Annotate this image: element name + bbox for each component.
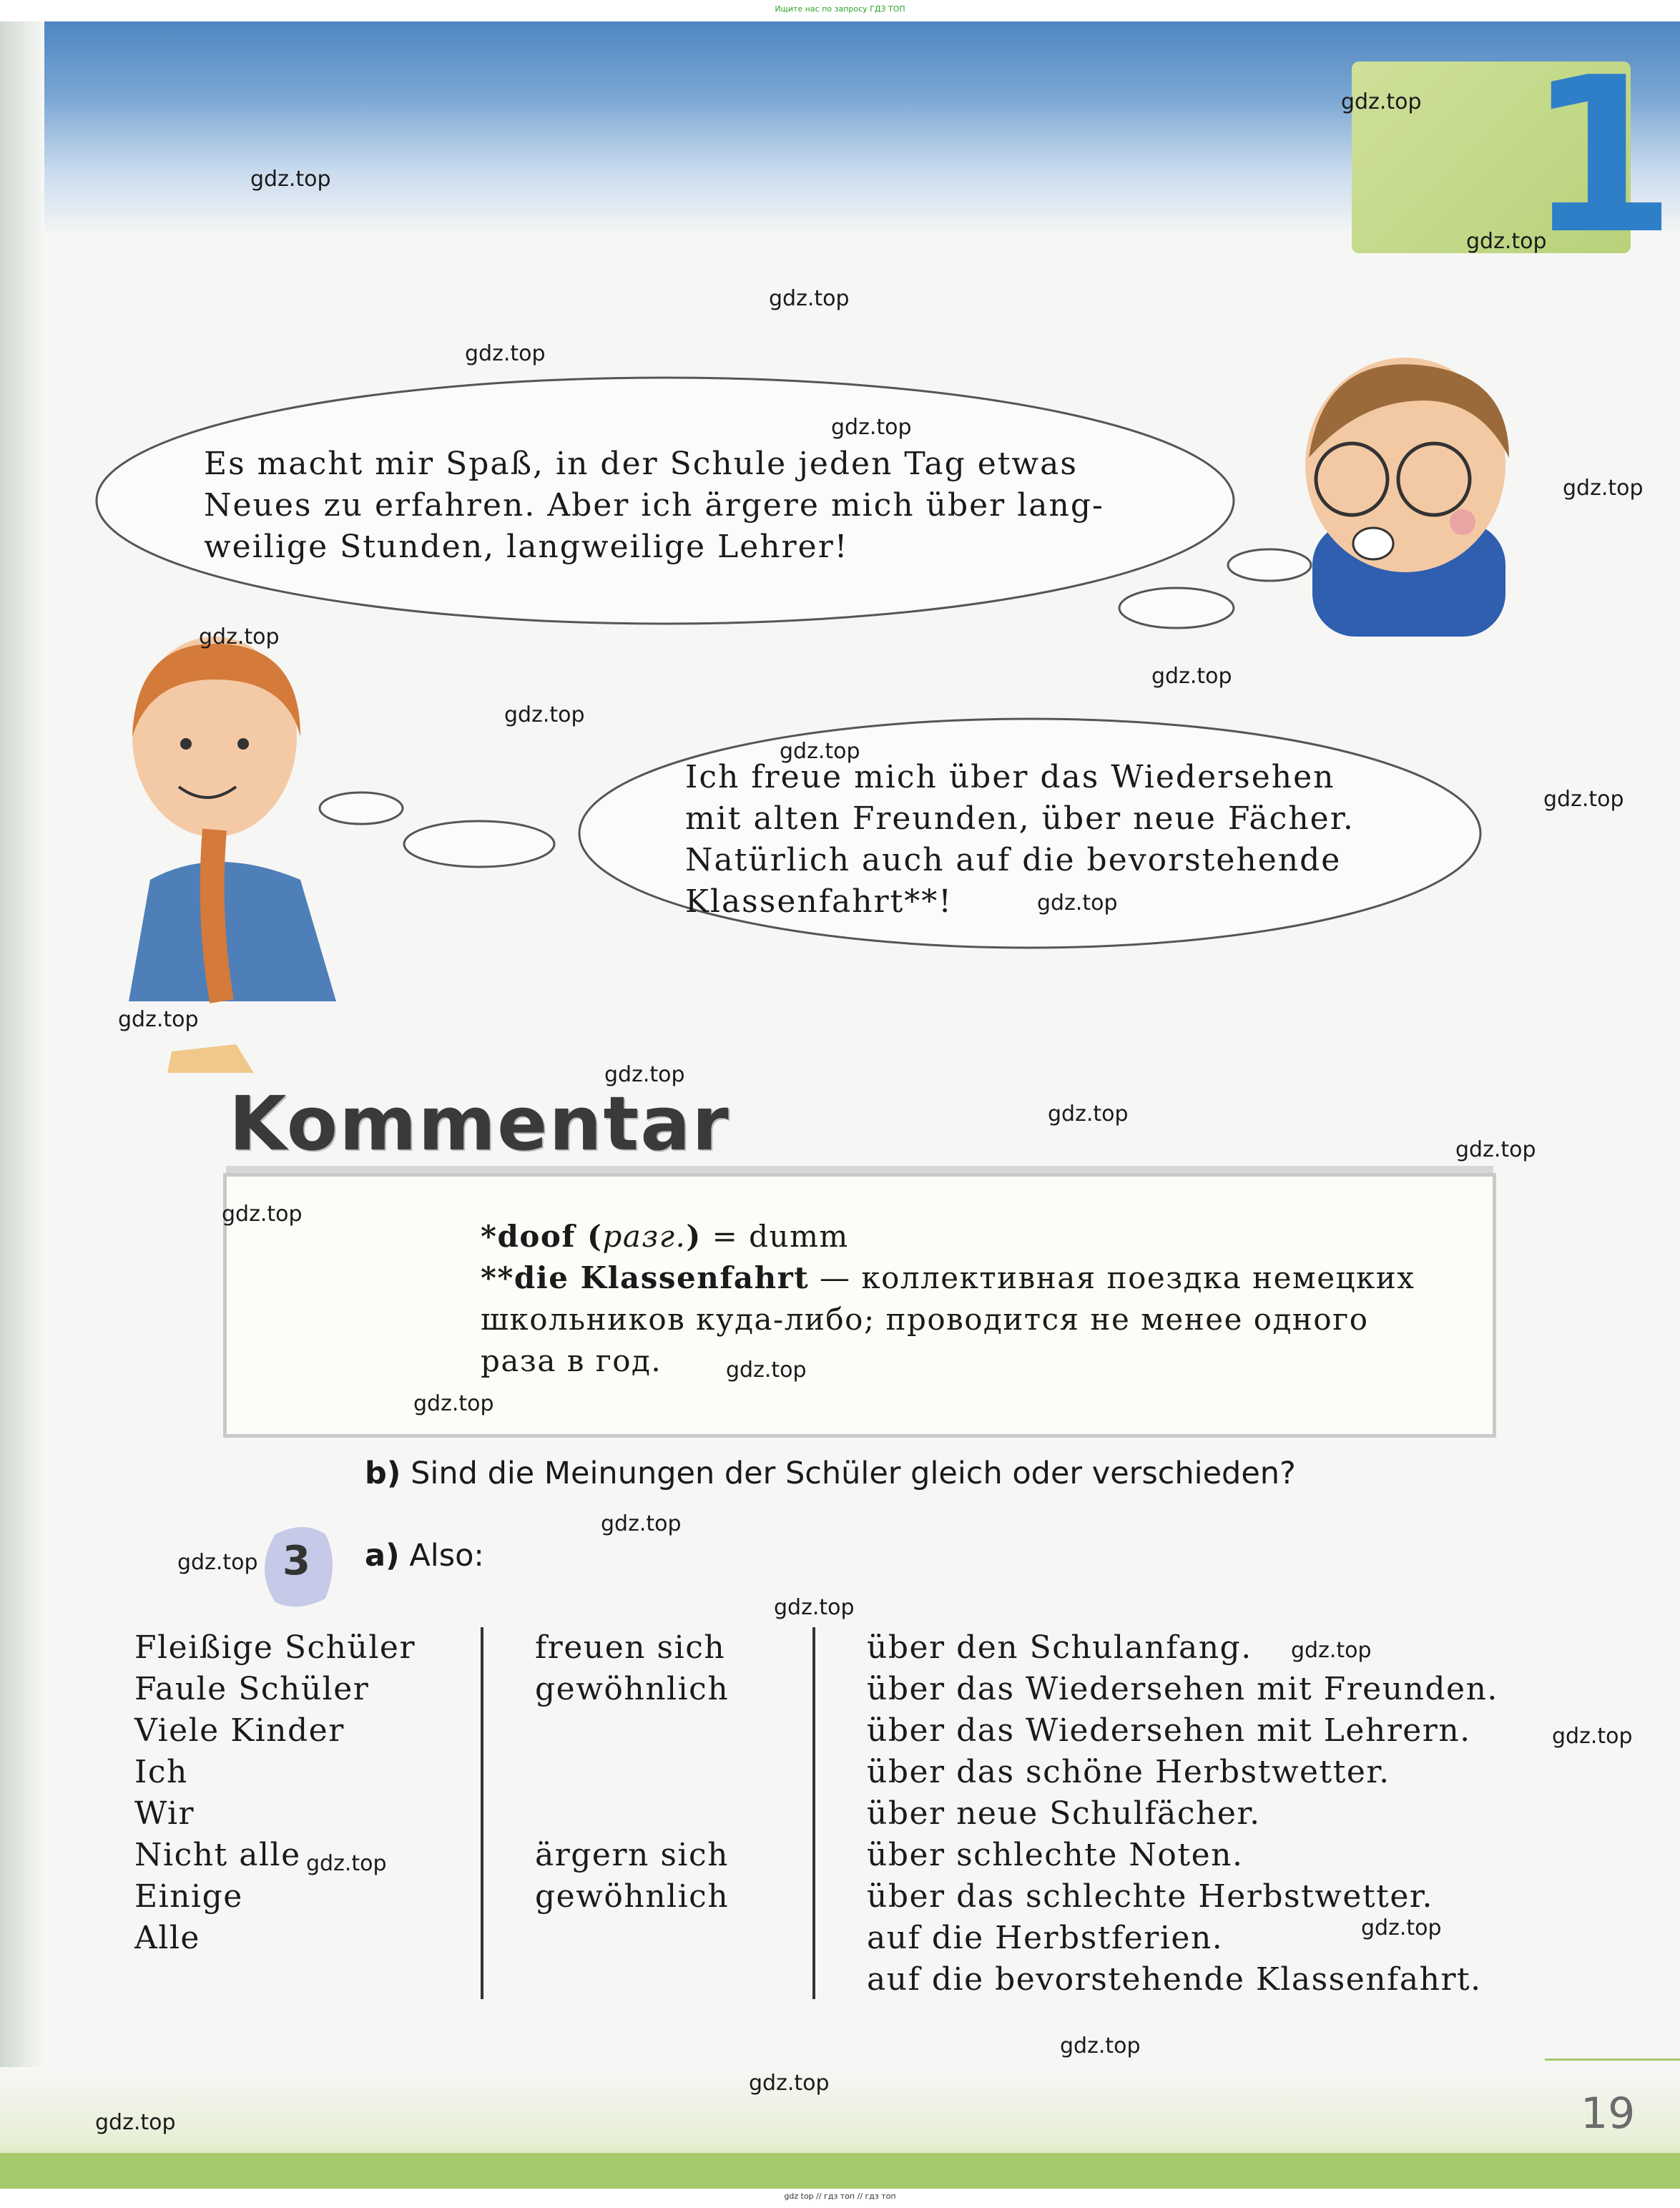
watermark: gdz.top [769, 286, 850, 311]
kommentar-line-3: школьников куда-либо; проводится не менее одного [481, 1302, 1369, 1337]
bubble-1-text [204, 443, 1155, 568]
verb-item: gewöhnlich [535, 1671, 730, 1707]
verb-item: gewöhnlich [535, 1878, 730, 1915]
object-item: auf die bevorstehende Klassenfahrt. [867, 1961, 1482, 1998]
watermark: gdz.top [774, 1595, 855, 1620]
boy-illustration [1305, 358, 1509, 637]
object-item: über schlechte Noten. [867, 1837, 1244, 1873]
watermark: gdz.top [199, 624, 280, 649]
kommentar-term-klassenfahrt: **die Klassenfahrt [481, 1260, 810, 1295]
watermark: gdz.top [749, 2071, 830, 2096]
kommentar-definition: — коллективная поездка немецких [809, 1260, 1415, 1295]
watermark: gdz.top [95, 2110, 176, 2135]
bubble-2-line: Klassenfahrt**! [685, 883, 953, 920]
verb-item: freuen sich [535, 1629, 726, 1666]
object-item: über neue Schulfächer. [867, 1795, 1261, 1832]
girl-illustration [129, 637, 336, 1001]
verb-item: ärgern sich [535, 1837, 729, 1873]
thought-dot-1a [1228, 549, 1311, 581]
watermark: gdz.top [780, 739, 860, 764]
bubble-1-line: Neues zu erfahren. Aber ich ärgere mich über lang- [204, 487, 1104, 524]
watermark: gdz.top [1563, 476, 1644, 501]
task-b-text: Sind die Meinungen der Schüler gleich oder verschieden? [411, 1456, 1296, 1491]
watermark: gdz.top [504, 702, 585, 727]
germany-map-illustration [136, 1044, 325, 1073]
watermark: gdz.top [413, 1391, 494, 1416]
watermark: gdz.top [604, 1062, 685, 1087]
kommentar-abbr: разг. [602, 1219, 687, 1254]
subject-item: Alle [134, 1920, 200, 1956]
watermark: gdz.top [1455, 1137, 1536, 1162]
subject-item: Faule Schüler [134, 1671, 370, 1707]
watermark: gdz.top [177, 1550, 258, 1575]
object-item: über das schlechte Herbstwetter. [867, 1878, 1434, 1915]
task-3-number: 3 [283, 1538, 310, 1584]
object-item: über das Wiedersehen mit Lehrern. [867, 1712, 1471, 1749]
object-item: über das schöne Herbstwetter. [867, 1754, 1390, 1790]
task-3a-label: a) [365, 1538, 400, 1574]
watermark: gdz.top [1543, 787, 1624, 812]
page-number-line [1545, 2059, 1680, 2061]
thought-dot-2b [404, 821, 554, 867]
column-divider-2 [812, 1627, 815, 1999]
sentence-column-2 [535, 1627, 729, 1918]
sentence-column-1 [134, 1627, 416, 1959]
task-3a [365, 1538, 484, 1574]
kommentar-line-2 [481, 1257, 1446, 1299]
watermark: gdz.top [118, 1007, 199, 1032]
watermark: gdz.top [1060, 2033, 1141, 2059]
watermark: gdz.top [1048, 1101, 1129, 1127]
sentence-column-3 [867, 1627, 1498, 2001]
thought-dot-2a [320, 793, 403, 824]
kommentar-title: Kommentar [229, 1080, 730, 1167]
subject-item: Ich [134, 1754, 188, 1790]
object-item: über das Wiedersehen mit Freunden. [867, 1671, 1498, 1707]
bubble-2-text [685, 757, 1372, 923]
task-3a-text: Also: [409, 1538, 484, 1574]
page-number: 19 [1581, 2089, 1636, 2139]
bubble-2-line: Natürlich auch auf die bevorstehende [685, 842, 1342, 878]
task-b-label: b) [365, 1456, 401, 1491]
watermark: gdz.top [601, 1511, 682, 1536]
subject-item: Wir [134, 1795, 195, 1832]
bubble-1-line: Es macht mir Spaß, in der Schule jeden Tag etwas [204, 446, 1078, 482]
subject-item: Viele Kinder [134, 1712, 345, 1749]
watermark: gdz.top [1151, 664, 1232, 689]
watermark: gdz.top [222, 1202, 303, 1227]
bubble-2-line: mit alten Freunden, über neue Fächer. [685, 800, 1355, 837]
watermark: gdz.top [726, 1358, 807, 1383]
thought-dot-1b [1119, 588, 1234, 628]
subject-item: Nicht alle [134, 1837, 301, 1873]
kommentar-line-1: *doof (разг.) = dumm [481, 1219, 849, 1254]
chapter-number: 1 [1527, 31, 1676, 281]
watermark: gdz.top [465, 341, 546, 366]
object-item: über den Schulanfang. [867, 1629, 1252, 1666]
bubble-1-line: weilige Stunden, langweilige Lehrer! [204, 529, 849, 565]
watermark: gdz.top [306, 1851, 387, 1876]
footer-note: gdz top // гдз топ // гдз топ [784, 2192, 896, 2201]
kommentar-term-doof: *doof [481, 1219, 576, 1254]
bubble-2-line: Ich freue mich über das Wiedersehen [685, 759, 1335, 795]
watermark: gdz.top [1341, 89, 1422, 114]
watermark: gdz.top [831, 415, 912, 440]
watermark: gdz.top [1291, 1638, 1372, 1663]
top-note: Ищите нас по запросу ГДЗ ТОП [775, 4, 905, 14]
kommentar-body [481, 1216, 1446, 1382]
subject-item: Einige [134, 1878, 243, 1915]
kommentar-line-4: раза в год. [481, 1343, 662, 1378]
kommentar-definition: = dumm [701, 1219, 849, 1254]
task-b [365, 1456, 1296, 1491]
object-item: auf die Herbstferien. [867, 1920, 1224, 1956]
watermark: gdz.top [1037, 890, 1118, 916]
watermark: gdz.top [1361, 1915, 1442, 1940]
column-divider-1 [481, 1627, 483, 1999]
watermark: gdz.top [250, 167, 331, 192]
subject-item: Fleißige Schüler [134, 1629, 416, 1666]
bottom-bar [0, 2153, 1680, 2189]
watermark: gdz.top [1552, 1724, 1633, 1749]
watermark: gdz.top [1466, 229, 1547, 254]
